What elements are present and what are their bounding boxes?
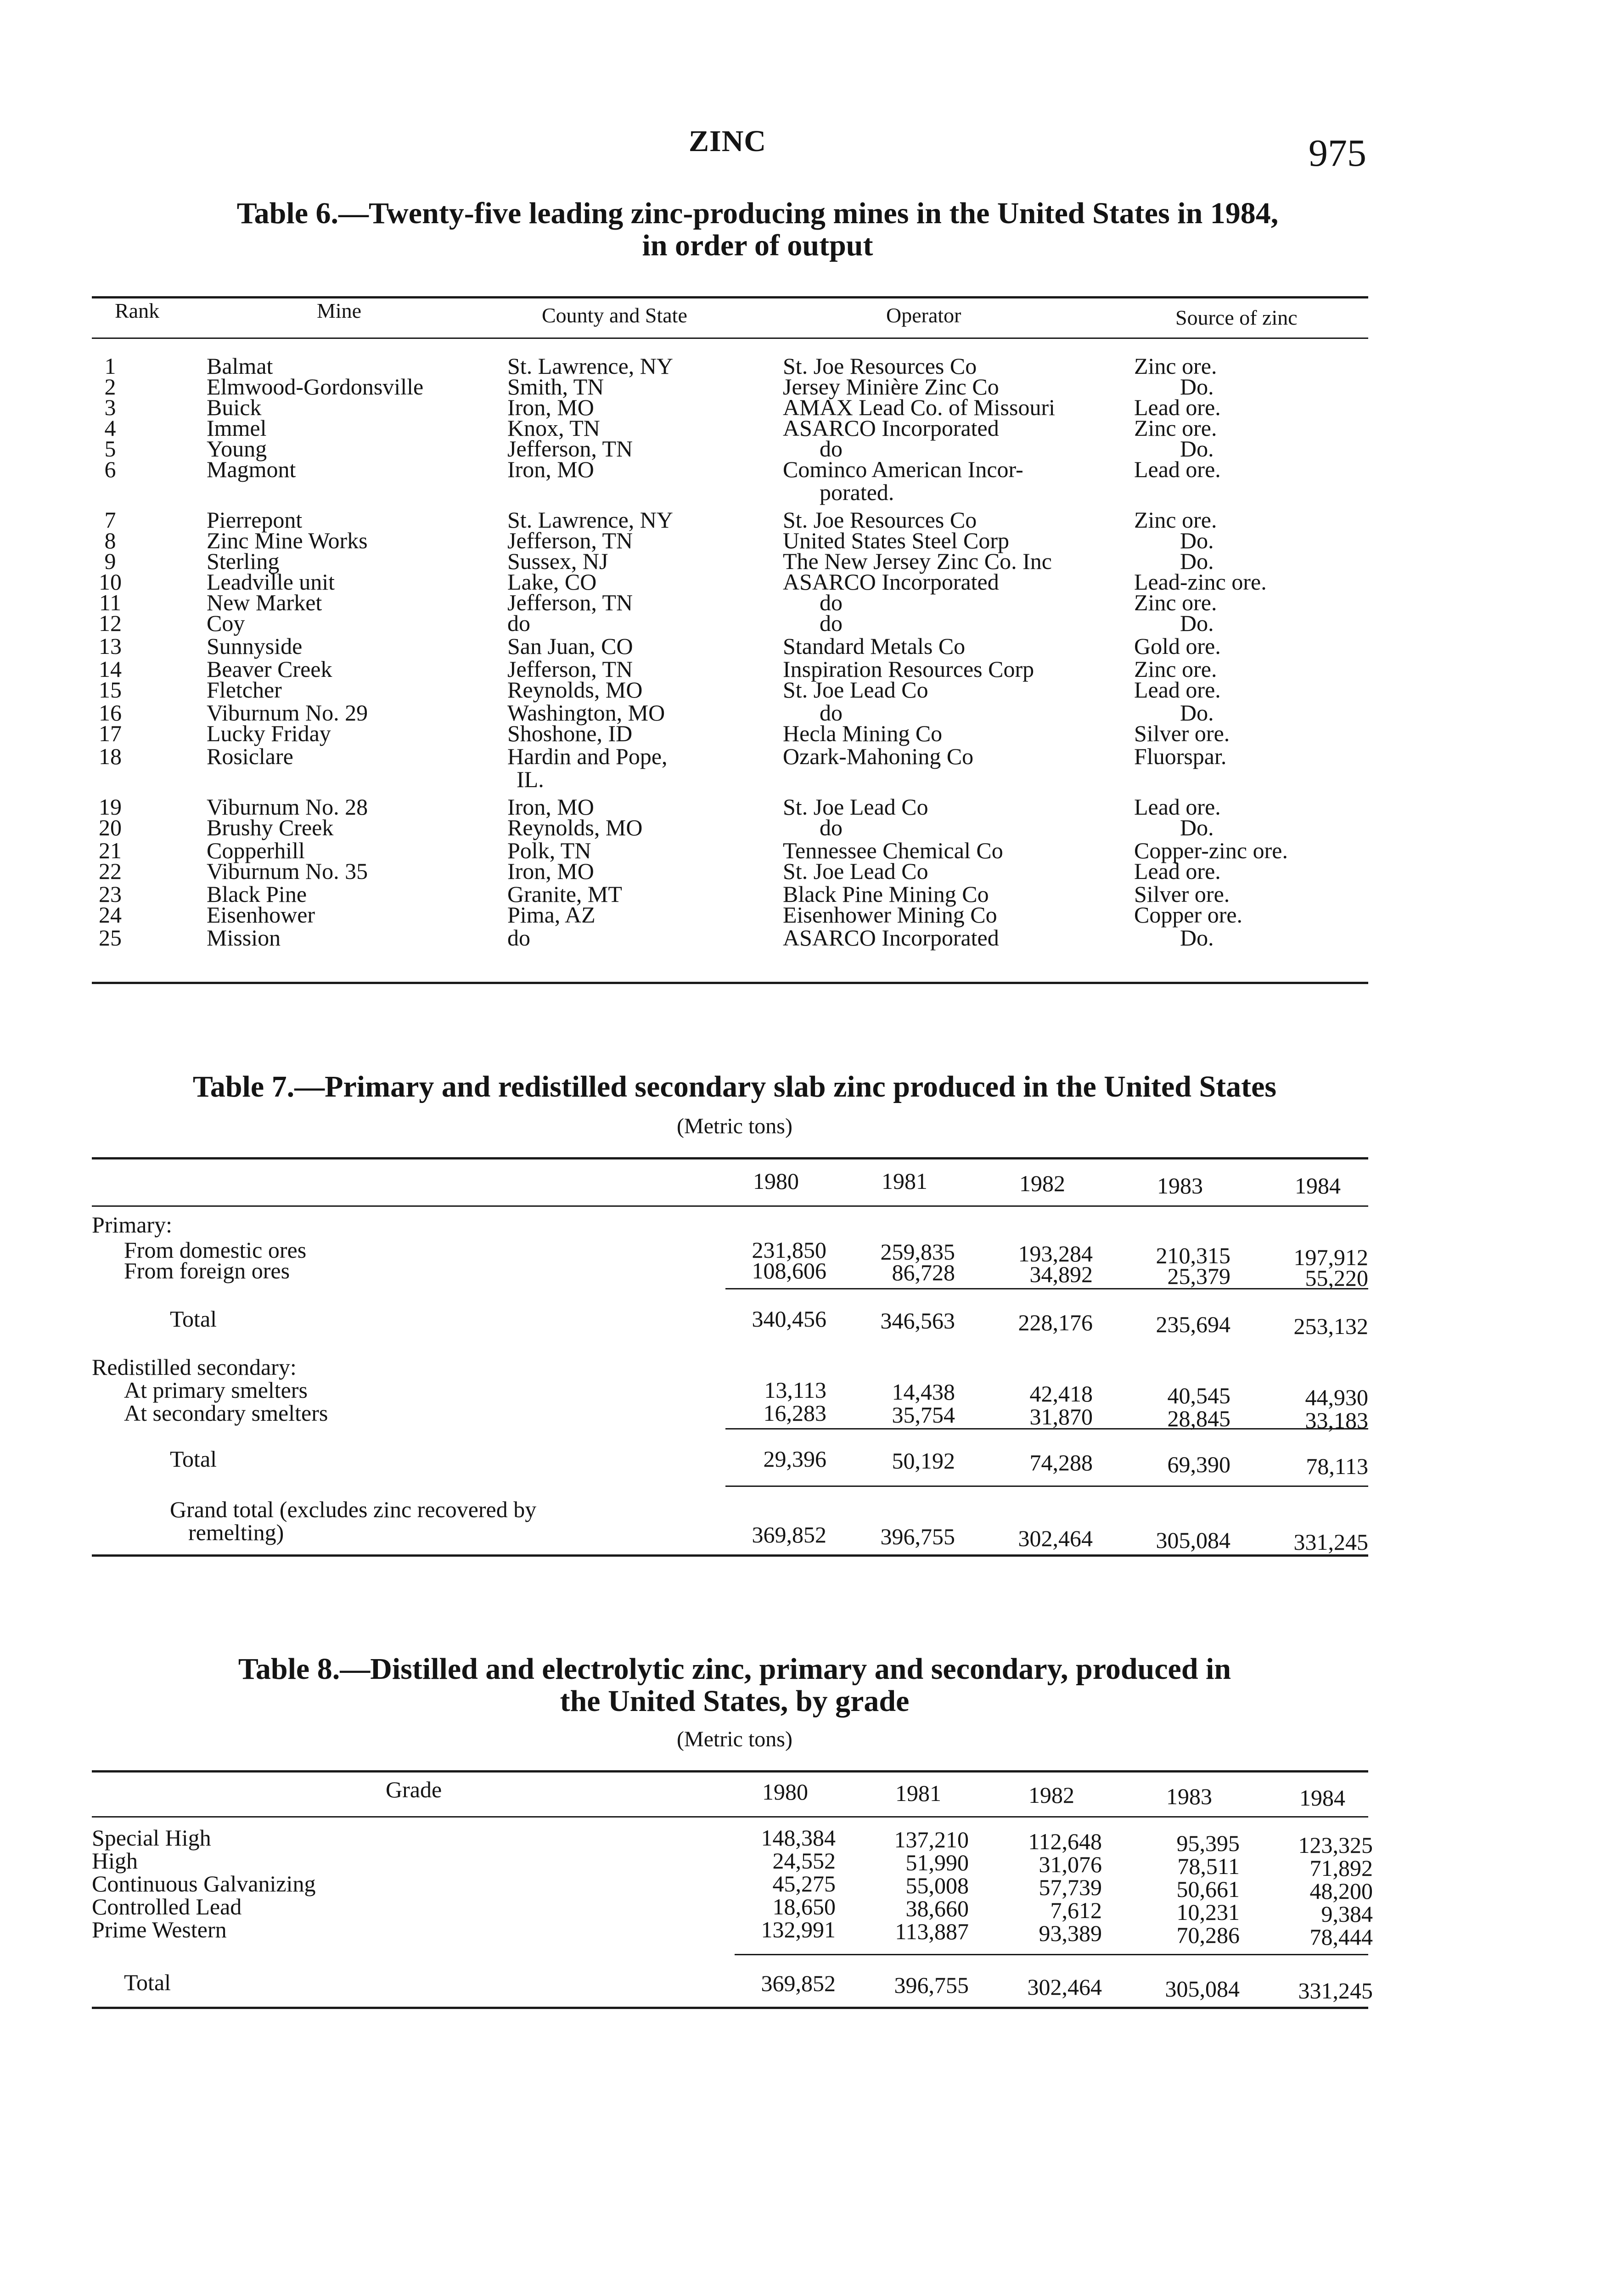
table6-mine: Young [207,436,267,461]
table8-header-grade: Grade [386,1777,442,1802]
table8-total-label: Total [124,1970,171,1995]
table6-header-rank: Rank [115,299,160,322]
table6-county: Washington, MO [507,700,665,726]
table6-mine: Brushy Creek [207,815,334,840]
table7-at-secondary-value: 35,754 [892,1402,955,1428]
table6-rank: 17 [99,720,122,746]
table6-county: Jefferson, TN [507,528,633,553]
table7-from-domestic-label: From domestic ores [124,1237,307,1263]
table6-source: Do. [1180,374,1214,400]
table7-at-primary-value: 44,930 [1305,1384,1368,1410]
table7-grand-total-label1: Grand total (excludes zinc recovered by [170,1497,537,1522]
table6-source: Do. [1180,815,1214,840]
table6-operator: St. Joe Lead Co [783,794,928,820]
table6-mine: Magmont [207,456,296,482]
table6-operator: Hecla Mining Co [783,720,943,746]
table8-grade-label: Continuous Galvanizing [92,1871,316,1896]
table6-county: Sussex, NJ [507,548,608,574]
table7-primary-label: Primary: [92,1212,172,1238]
table7-primary-total-value: 253,132 [1293,1313,1368,1339]
table6-operator: St. Joe Resources Co [783,353,977,379]
table7-from-domestic-value: 259,835 [880,1239,955,1265]
table6-source: Do. [1180,610,1214,636]
table7-year-1980: 1980 [753,1168,799,1194]
table6-county: Polk, TN [507,838,591,863]
table6-operator: Black Pine Mining Co [783,881,989,907]
table7-subtotal-rule [725,1288,1368,1289]
table6-rank: 14 [99,656,122,682]
table6-source: Lead-zinc ore. [1134,569,1267,595]
table6-mine: Black Pine [207,881,307,907]
table6-rank: 25 [99,925,122,951]
table7-redistilled-total-value: 74,288 [1029,1450,1093,1475]
table6-source: Lead ore. [1134,394,1221,420]
table6-rank: 12 [99,610,122,636]
table6-source: Lead ore. [1134,456,1221,482]
table8-total-value: 302,464 [1027,1974,1102,2000]
table6-operator: St. Joe Resources Co [783,507,977,533]
table6-source: Silver ore. [1134,720,1230,746]
table6-county: Jefferson, TN [507,656,633,682]
table6-header-operator: Operator [886,304,961,327]
table6-operator: Inspiration Resources Corp [783,656,1034,682]
table6-county: Jefferson, TN [507,436,633,461]
table7-at-secondary-value: 31,870 [1029,1404,1093,1429]
table7-from-foreign-value: 55,220 [1305,1265,1368,1291]
table8-year-1982: 1982 [1028,1782,1074,1808]
table6-caption-line1: Table 6.—Twenty-five leading zinc-producing mines in the United States in 1984, [236,197,1279,230]
table6-header-county: County and State [542,304,687,327]
table8-total-value: 305,084 [1165,1976,1240,2002]
table6-operator: ASARCO Incorporated [783,925,999,951]
table6-county: Shoshone, ID [507,720,633,746]
table7-year-1983: 1983 [1157,1173,1203,1199]
table8-value: 24,552 [772,1848,836,1874]
table7-from-domestic-value: 210,315 [1156,1243,1230,1268]
table7-from-foreign-label: From foreign ores [124,1258,290,1283]
table8-grade-label: Special High [92,1825,211,1851]
table7-at-primary-value: 13,113 [764,1377,826,1403]
table7-redistilled-total-value: 29,396 [763,1446,826,1472]
table6-source: Do. [1180,700,1214,726]
table8-value: 93,389 [1039,1920,1102,1946]
table6-county: Lake, CO [507,569,597,595]
table7-grand-total-value: 305,084 [1156,1527,1230,1553]
table6-county: Reynolds, MO [507,677,643,703]
table7-primary-total-value: 346,563 [880,1308,955,1334]
table7-at-primary-value: 40,545 [1167,1383,1230,1408]
table6-source: Fluorspar. [1134,743,1227,769]
table6-mine: Balmat [207,353,273,379]
table6-rank: 21 [99,838,122,863]
table7-subtotal-rule [725,1486,1368,1487]
table8-caption [115,1653,1354,1717]
table7-grand-total-value: 331,245 [1293,1529,1368,1555]
table6-operator: United States Steel Corp [783,528,1009,553]
table7-primary-total-label: Total [170,1306,217,1332]
table7-primary-total-value: 235,694 [1156,1311,1230,1337]
running-head: ZINC [689,124,767,158]
table6-rank: 20 [99,815,122,840]
table6-source: Zinc ore. [1134,656,1217,682]
table6-mine: Immel [207,415,267,441]
table7-from-domestic-value: 231,850 [752,1237,826,1263]
table6-mine: Copperhill [207,838,305,863]
table6-operator: do [820,610,843,636]
table7-from-foreign-value: 25,379 [1167,1263,1230,1289]
table6-source: Copper ore. [1134,902,1243,928]
table6-mine: Mission [207,925,281,951]
table8-value: 132,991 [761,1917,836,1942]
table6-mine: Beaver Creek [207,656,332,682]
table6-mine: Coy [207,610,245,636]
table6-rank: 5 [104,436,116,461]
table6-county: Iron, MO [507,394,594,420]
table7-at-secondary-value: 28,845 [1167,1406,1230,1431]
table6-county: St. Lawrence, NY [507,507,673,533]
table6-source: Gold ore. [1134,633,1221,659]
table6-county: Granite, MT [507,881,622,907]
table6-operator: do [820,815,843,840]
table6-operator: Eisenhower Mining Co [783,902,997,928]
table8-grade-label: Prime Western [92,1917,227,1942]
table6-header-rule [92,338,1368,339]
table8-value: 137,210 [894,1827,969,1852]
table6-operator: Cominco American Incor- [783,456,1023,482]
table8-value: 57,739 [1039,1874,1102,1900]
table6-mine: New Market [207,590,322,615]
table7-at-primary-value: 42,418 [1029,1381,1093,1407]
page-number: 975 [1309,132,1366,174]
table7-at-secondary-value: 33,183 [1305,1407,1368,1433]
table8-value: 51,990 [905,1850,969,1875]
table6-mine: Sunnyside [207,633,303,659]
table7-from-domestic-value: 193,284 [1018,1241,1093,1266]
table7-grand-total-label2: remelting) [188,1519,284,1545]
table6-rank: 6 [104,456,116,482]
table6-mine: Buick [207,394,262,420]
table6-mine: Rosiclare [207,743,293,769]
table6-mine: Viburnum No. 29 [207,700,368,726]
table6-operator: St. Joe Lead Co [783,677,928,703]
table7-redistilled-total-value: 78,113 [1306,1453,1368,1479]
table6-top-rule [92,296,1368,298]
table6-county: Iron, MO [507,858,594,884]
table8-value: 50,661 [1176,1876,1240,1902]
table8-year-1983: 1983 [1166,1784,1212,1809]
table8-units: (Metric tons) [677,1727,792,1751]
table8-value: 55,008 [905,1873,969,1898]
table7-units: (Metric tons) [677,1114,792,1138]
table7-from-foreign-value: 86,728 [892,1260,955,1285]
table8-year-1981: 1981 [895,1780,941,1806]
table8-value: 31,076 [1039,1851,1102,1877]
table6-source: Lead ore. [1134,677,1221,703]
table8-value: 78,511 [1177,1853,1240,1879]
table8-caption-line1: Table 8.—Distilled and electrolytic zinc, primary and secondary, produced in [238,1652,1231,1686]
table6-rank: 15 [99,677,122,703]
table8-value: 9,384 [1321,1901,1373,1927]
table6-county: Hardin and Pope, [507,743,668,769]
table6-mine: Pierrepont [207,507,303,533]
table6-source: Zinc ore. [1134,507,1217,533]
table8-total-value: 369,852 [761,1970,836,1996]
table7-grand-total-value: 396,755 [880,1524,955,1549]
table7-grand-total-value: 369,852 [752,1522,826,1548]
table6-rank: 9 [104,548,116,574]
table8-caption-line2: the United States, by grade [560,1684,910,1718]
table6-mine: Lucky Friday [207,720,331,746]
table6-operator: The New Jersey Zinc Co. Inc [783,548,1052,574]
table6-operator: do [820,700,843,726]
table6-county: Reynolds, MO [507,815,643,840]
table7-redistilled-total-value: 50,192 [892,1448,955,1474]
table6-county: Iron, MO [507,794,594,820]
table6-county: Smith, TN [507,374,604,400]
table8-total-value: 331,245 [1298,1978,1373,2003]
table8-value: 95,395 [1176,1830,1240,1856]
table8-value: 123,325 [1298,1832,1373,1858]
table7-bottom-rule [92,1554,1368,1557]
table6-header-source: Source of zinc [1175,306,1298,329]
table6-caption [138,197,1377,262]
table6-operator: do [820,436,843,461]
table6-county: Pima, AZ [507,902,595,928]
table6-header-mine: Mine [317,299,362,322]
table6-bottom-rule [92,982,1368,984]
table6-caption-line2: in order of output [642,229,873,262]
table6-rank: 1 [104,353,116,379]
table6-county-cont: IL. [517,766,544,792]
table6-operator: Ozark-Mahoning Co [783,743,974,769]
table6-source: Lead ore. [1134,858,1221,884]
table6-source: Copper-zinc ore. [1134,838,1288,863]
table8-value: 18,650 [772,1894,836,1919]
table7-year-1981: 1981 [882,1168,927,1194]
table8-value: 10,231 [1176,1899,1240,1925]
table8-value: 45,275 [772,1871,836,1896]
table6-rank: 7 [104,507,116,533]
table6-mine: Sterling [207,548,280,574]
table6-rank: 22 [99,858,122,884]
table6-county: do [507,925,530,951]
table8-year-1984: 1984 [1299,1785,1345,1811]
table7-at-primary-label: At primary smelters [124,1377,308,1403]
table7-primary-total-value: 228,176 [1018,1310,1093,1335]
table6-rank: 18 [99,743,122,769]
table8-total-value: 396,755 [894,1972,969,1998]
table7-from-foreign-value: 108,606 [752,1258,826,1283]
table6-source: Do. [1180,925,1214,951]
table7-at-secondary-value: 16,283 [763,1400,826,1426]
table7-caption: Table 7.—Primary and redistilled secondary slab zinc produced in the United States [192,1070,1277,1103]
table6-county: St. Lawrence, NY [507,353,673,379]
table6-mine: Leadville unit [207,569,335,595]
table6-county: Jefferson, TN [507,590,633,615]
table7-grand-total-value: 302,464 [1018,1525,1093,1551]
table6-mine: Elmwood-Gordonsville [207,374,424,400]
table6-county: Iron, MO [507,456,594,482]
table6-source: Do. [1180,528,1214,553]
table6-source: Lead ore. [1134,794,1221,820]
table6-operator: Tennessee Chemical Co [783,838,1003,863]
table6-operator: ASARCO Incorporated [783,569,999,595]
table6-mine: Eisenhower [207,902,315,928]
table6-operator: AMAX Lead Co. of Missouri [783,394,1056,420]
table7-redistilled-total-label: Total [170,1446,217,1472]
table7-redistilled-label: Redistilled secondary: [92,1354,297,1380]
table6-source: Do. [1180,548,1214,574]
table6-county: do [507,610,530,636]
table6-rank: 4 [104,415,116,441]
table6-source: Do. [1180,436,1214,461]
table7-year-1982: 1982 [1019,1171,1065,1196]
table7-top-rule [92,1157,1368,1159]
table8-value: 70,286 [1176,1922,1240,1948]
table6-rank: 8 [104,528,116,553]
table6-rank: 23 [99,881,122,907]
table6-operator: Standard Metals Co [783,633,966,659]
table6-operator: ASARCO Incorporated [783,415,999,441]
table7-primary-total-value: 340,456 [752,1306,826,1332]
table7-redistilled-total-value: 69,390 [1167,1452,1230,1477]
table8-value: 38,660 [905,1896,969,1921]
table6-rank: 19 [99,794,122,820]
table6-source: Zinc ore. [1134,590,1217,615]
table8-bottom-rule [92,2007,1368,2009]
table6-rank: 2 [104,374,116,400]
table6-rank: 11 [99,590,122,615]
table6-rank: 24 [99,902,122,928]
table8-value: 112,648 [1028,1829,1102,1854]
table6-source: Silver ore. [1134,881,1230,907]
table7-from-foreign-value: 34,892 [1029,1261,1093,1287]
table7-from-domestic-value: 197,912 [1293,1244,1368,1270]
table6-mine: Fletcher [207,677,282,703]
table8-subtotal-rule [735,1954,1368,1955]
table7-year-1984: 1984 [1295,1173,1341,1199]
table6-county: Knox, TN [507,415,600,441]
table6-operator: St. Joe Lead Co [783,858,928,884]
table7-header-rule [92,1205,1368,1207]
table8-header-rule [92,1816,1368,1818]
table6-operator: Jersey Minière Zinc Co [783,374,999,400]
table6-rank: 16 [99,700,122,726]
table6-rank: 10 [99,569,122,595]
table6-mine: Viburnum No. 35 [207,858,368,884]
table8-value: 48,200 [1309,1878,1373,1904]
table6-county: San Juan, CO [507,633,633,659]
table6-source: Zinc ore. [1134,415,1217,441]
table6-operator-cont: porated. [820,479,894,505]
table6-rank: 3 [104,394,116,420]
table8-value: 71,892 [1309,1855,1373,1881]
table8-grade-label: Controlled Lead [92,1894,242,1919]
table8-value: 7,612 [1050,1897,1102,1923]
table8-value: 113,887 [895,1919,969,1944]
table7-at-primary-value: 14,438 [892,1379,955,1405]
table6-mine: Viburnum No. 28 [207,794,368,820]
table7-subtotal-rule [725,1428,1368,1429]
table6-mine: Zinc Mine Works [207,528,368,553]
table7-at-secondary-label: At secondary smelters [124,1400,328,1426]
table6-source: Zinc ore. [1134,353,1217,379]
table8-value: 78,444 [1309,1924,1373,1950]
table8-year-1980: 1980 [762,1779,808,1805]
table8-top-rule [92,1770,1368,1773]
table6-operator: do [820,590,843,615]
table8-value: 148,384 [761,1825,836,1851]
table8-grade-label: High [92,1848,138,1874]
table6-rank: 13 [99,633,122,659]
